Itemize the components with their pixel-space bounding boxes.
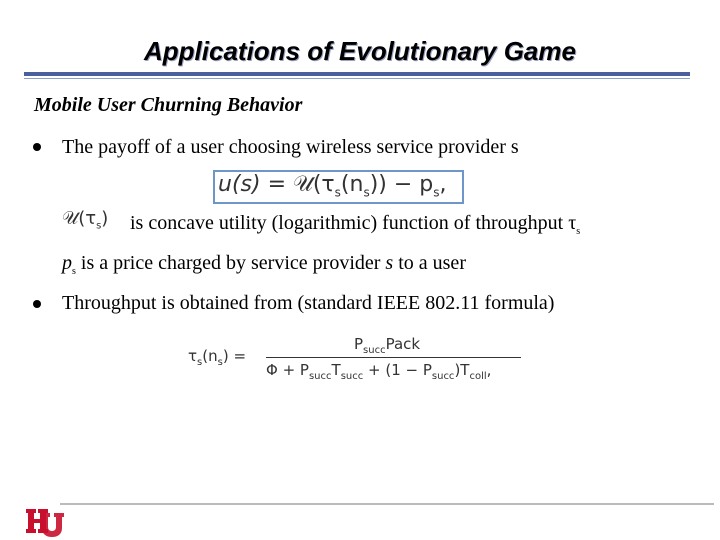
price-description: $p_s$ is a price charged by service provider s to a user	[62, 252, 466, 277]
utility-symbol: $𝒰(\tau_s)$	[62, 208, 109, 232]
throughput-denominator: $\Phi + P_{succ}T_{succ} + (1 - P_{succ})T_{coll}$,	[266, 361, 492, 382]
fraction-line	[266, 357, 521, 358]
section-heading: Mobile User Churning Behavior	[34, 94, 303, 116]
bullet-dot	[33, 300, 41, 308]
bullet-text-payoff: The payoff of a user choosing wireless service provider s	[62, 136, 519, 158]
bullet-dot	[33, 143, 41, 151]
utility-description: is concave utility (logarithmic) function of throughput $\tau_s$	[130, 212, 581, 237]
footer-rule	[60, 503, 714, 505]
university-logo-icon	[24, 505, 66, 537]
title-rule	[24, 72, 690, 76]
slide-title: Applications of Evolutionary Game	[144, 36, 576, 66]
payoff-equation: $u(s) = 𝒰(\tau_s(n_s)) - p_s$,	[218, 172, 447, 200]
bullet-text-throughput: Throughput is obtained from (standard IEEE 802.11 formula)	[62, 292, 555, 314]
title-rule-thin	[24, 78, 690, 79]
throughput-numerator: $P_{succ}Pack$	[354, 335, 421, 356]
throughput-lhs: $\tau_s(n_s)$ =	[188, 347, 247, 368]
